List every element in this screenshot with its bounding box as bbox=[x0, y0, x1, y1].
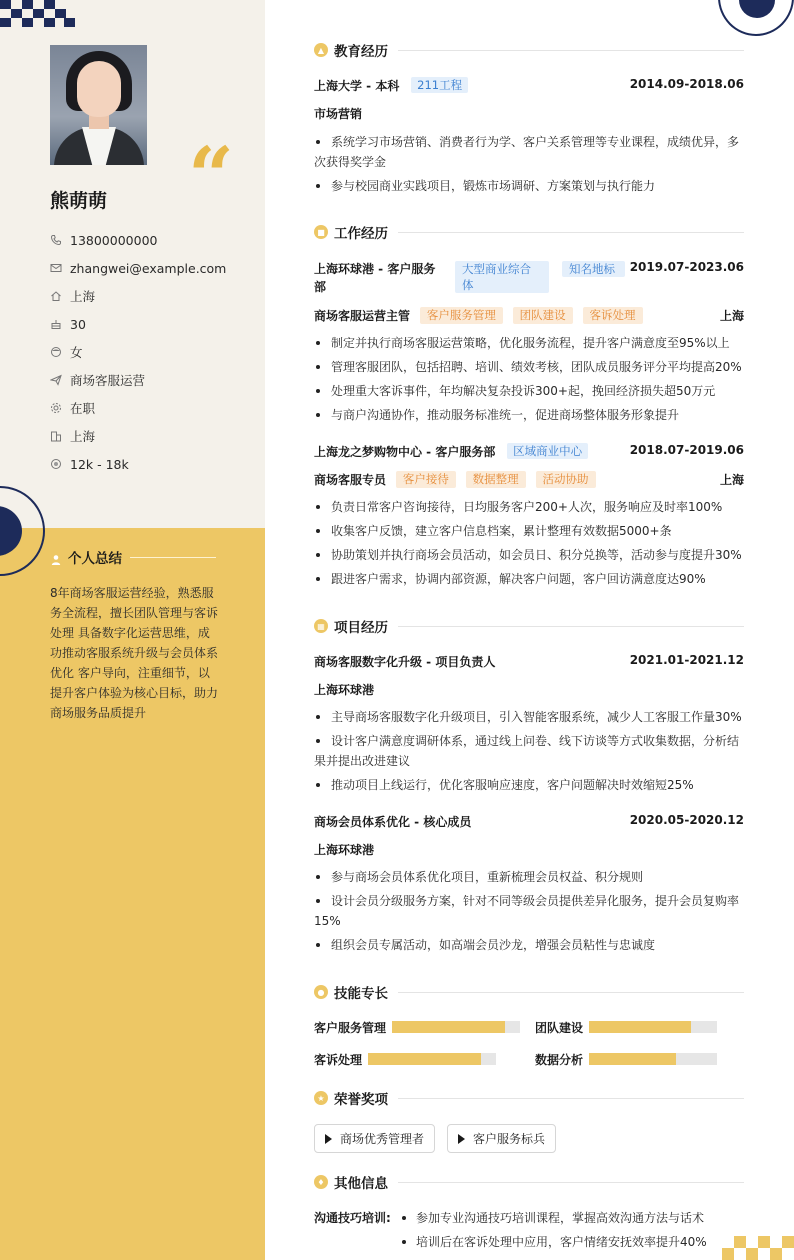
skill-bar bbox=[368, 1053, 496, 1065]
work-title: 工作经历 bbox=[334, 226, 388, 242]
projects-title: 项目经历 bbox=[334, 620, 388, 636]
job-company: 上海环球港 - 客户服务部 bbox=[314, 262, 436, 294]
info-target-city-text: 上海 bbox=[70, 429, 96, 444]
chart-icon: ● bbox=[314, 985, 328, 999]
list-item: 收集客户反馈，建立客户信息档案，累计整理有效数据5000+条 bbox=[314, 521, 744, 541]
skill-bar-fill bbox=[368, 1053, 481, 1065]
skill-tag: 客户接待 bbox=[396, 471, 456, 488]
info-gender bbox=[50, 338, 250, 366]
skill-bar bbox=[589, 1053, 717, 1065]
skill-name: 客诉处理 bbox=[314, 1052, 363, 1067]
job-tag: 大型商业综合体 bbox=[455, 261, 549, 293]
honors-heading bbox=[314, 1088, 744, 1108]
quote-mark-decoration: “ bbox=[188, 129, 229, 223]
gender-icon bbox=[50, 346, 62, 358]
skill-bar-fill bbox=[589, 1021, 691, 1033]
divider bbox=[398, 1098, 744, 1099]
other-label: 沟通技巧培训: bbox=[314, 1211, 391, 1225]
info-location-text: 上海 bbox=[70, 289, 96, 304]
grid-icon: ▦ bbox=[314, 619, 328, 633]
award-name: 客户服务标兵 bbox=[473, 1132, 546, 1146]
divider bbox=[398, 992, 744, 993]
skill-item bbox=[535, 1051, 717, 1067]
divider bbox=[398, 626, 744, 627]
job-bullets bbox=[314, 497, 744, 593]
job-header bbox=[314, 443, 744, 461]
graduation-cap-icon: ▲ bbox=[314, 43, 328, 57]
other-title: 其他信息 bbox=[334, 1176, 388, 1192]
skill-item bbox=[314, 1019, 520, 1035]
school-name: 上海大学 - 本科 bbox=[314, 79, 400, 93]
skill-tag: 活动协助 bbox=[536, 471, 596, 488]
education-title: 教育经历 bbox=[334, 44, 388, 60]
cake-icon bbox=[50, 318, 62, 330]
summary-text: 8年商场客服运营经验，熟悉服务全流程，擅长团队管理与客诉处理 具备数字化运营思维，成功推动客服系统升级与会员体系优化 客户导向，注重细节，以提升客户体验为核心目标，助力商场服务品质提升 bbox=[50, 586, 219, 720]
skill-tag: 客户服务管理 bbox=[420, 307, 503, 324]
list-item: 负责日常客户咨询接待，日均服务客户200+人次，服务响应及时率100% bbox=[314, 497, 744, 517]
skill-name: 客户服务管理 bbox=[314, 1020, 387, 1035]
divider bbox=[398, 232, 744, 233]
list-item: 设计会员分级服务方案，针对不同等级会员提供差异化服务，提升会员复购率15% bbox=[314, 891, 744, 931]
info-salary bbox=[50, 450, 250, 478]
job-tag: 区域商业中心 bbox=[507, 443, 588, 459]
skill-tag: 客诉处理 bbox=[583, 307, 643, 324]
medal-icon: ★ bbox=[314, 1091, 328, 1105]
mail-icon bbox=[50, 262, 62, 274]
info-phone-text: 13800000000 bbox=[70, 232, 158, 248]
job-date: 2019.07-2023.06 bbox=[629, 260, 744, 274]
avatar-photo bbox=[50, 45, 147, 165]
divider bbox=[398, 50, 744, 51]
project-header bbox=[314, 813, 744, 831]
project-date: 2020.05-2020.12 bbox=[629, 813, 744, 827]
job-header bbox=[314, 260, 744, 296]
skill-bar bbox=[392, 1021, 520, 1033]
project-bullets bbox=[314, 867, 744, 959]
skills-heading bbox=[314, 982, 744, 1002]
info-job bbox=[50, 366, 250, 394]
list-item: 组织会员专属活动，如高端会员沙龙，增强会员粘性与忠诚度 bbox=[314, 935, 744, 955]
skill-bar-fill bbox=[392, 1021, 505, 1033]
skill-tag: 团队建设 bbox=[513, 307, 573, 324]
skill-item bbox=[314, 1051, 496, 1067]
job-city: 上海 bbox=[719, 473, 744, 487]
checker-decoration bbox=[0, 0, 80, 28]
info-icon: ♦ bbox=[314, 1175, 328, 1189]
summary-title: 个人总结 bbox=[68, 551, 122, 567]
job-company: 上海龙之梦购物中心 - 客户服务部 bbox=[314, 445, 496, 459]
job-position: 商场客服专员 bbox=[314, 473, 387, 487]
projects-heading bbox=[314, 616, 744, 636]
list-item: 参与商场会员体系优化项目，重新梳理会员权益、积分规则 bbox=[314, 867, 744, 887]
award-item bbox=[447, 1124, 556, 1153]
list-item: 跟进客户需求，协调内部资源，解决客户问题，客户回访满意度达90% bbox=[314, 569, 744, 589]
info-job-text: 商场客服运营 bbox=[70, 373, 146, 388]
project-org: 上海环球港 bbox=[314, 843, 375, 857]
project-org: 上海环球港 bbox=[314, 683, 375, 697]
summary-heading bbox=[50, 547, 216, 567]
list-item: 参与校园商业实践项目，锻炼市场调研、方案策划与执行能力 bbox=[314, 176, 744, 196]
info-location bbox=[50, 282, 250, 310]
education-row bbox=[314, 77, 744, 95]
list-item: 协助策划并执行商场会员活动，如会员日、积分兑换等，活动参与度提升30% bbox=[314, 545, 744, 565]
contact-info-list bbox=[50, 226, 250, 478]
list-item: 与商户沟通协作，推动服务标准统一，促进商场整体服务形象提升 bbox=[314, 405, 744, 425]
job-bullets bbox=[314, 333, 744, 429]
honors-title: 荣誉奖项 bbox=[334, 1092, 388, 1108]
list-item: 管理客服团队，包括招聘、培训、绩效考核，团队成员服务评分平均提高20% bbox=[314, 357, 744, 377]
job-city: 上海 bbox=[719, 309, 744, 323]
skill-tag: 数据整理 bbox=[466, 471, 526, 488]
list-item: 推动项目上线运行，优化客服响应速度，客户问题解决时效缩短25% bbox=[314, 775, 744, 795]
list-item: 参加专业沟通技巧培训课程，掌握高效沟通方法与话术 bbox=[400, 1208, 730, 1228]
info-phone bbox=[50, 226, 250, 254]
skill-bar-fill bbox=[589, 1053, 676, 1065]
sidebar bbox=[0, 0, 265, 1260]
other-bullets bbox=[400, 1208, 730, 1256]
list-item: 系统学习市场营销、消费者行为学、客户关系管理等专业课程，成绩优异，多次获得奖学金 bbox=[314, 132, 744, 172]
divider bbox=[398, 1182, 744, 1183]
info-target-city bbox=[50, 422, 250, 450]
list-item: 培训后在客诉处理中应用，客户情绪安抚效率提升40% bbox=[400, 1232, 730, 1252]
job-date: 2018.07-2019.06 bbox=[629, 443, 744, 457]
school-tag: 211工程 bbox=[411, 77, 468, 93]
divider bbox=[130, 557, 216, 558]
profile-name: 熊萌萌 bbox=[50, 190, 108, 212]
skills-title: 技能专长 bbox=[334, 986, 388, 1002]
job-tag: 知名地标 bbox=[562, 261, 625, 277]
education-date: 2014.09-2018.06 bbox=[629, 77, 744, 91]
project-name: 商场会员体系优化 - 核心成员 bbox=[314, 815, 472, 829]
skill-name: 团队建设 bbox=[535, 1020, 584, 1035]
skill-bar bbox=[589, 1021, 717, 1033]
award-name: 商场优秀管理者 bbox=[340, 1132, 425, 1146]
info-status-text: 在职 bbox=[70, 401, 96, 416]
list-item: 制定并执行商场客服运营策略，优化服务流程，提升客户满意度至95%以上 bbox=[314, 333, 744, 353]
info-age bbox=[50, 310, 250, 338]
education-bullets bbox=[314, 132, 744, 200]
info-status bbox=[50, 394, 250, 422]
send-icon bbox=[50, 374, 62, 386]
project-date: 2021.01-2021.12 bbox=[629, 653, 744, 667]
skill-name: 数据分析 bbox=[535, 1052, 584, 1067]
home-icon bbox=[50, 290, 62, 302]
project-header bbox=[314, 653, 744, 671]
list-item: 主导商场客服数字化升级项目，引入智能客服系统，减少人工客服工作量30% bbox=[314, 707, 744, 727]
building-icon bbox=[50, 430, 62, 442]
play-icon bbox=[325, 1134, 332, 1144]
info-email-text: zhangwei@example.com bbox=[70, 260, 227, 276]
briefcase-icon: ■ bbox=[314, 225, 328, 239]
info-email bbox=[50, 254, 250, 282]
skill-item bbox=[535, 1019, 717, 1035]
work-heading bbox=[314, 222, 744, 242]
job-position-row bbox=[314, 471, 744, 489]
person-icon bbox=[50, 551, 62, 563]
job-position-row bbox=[314, 307, 744, 325]
gear-icon bbox=[50, 402, 62, 414]
list-item: 处理重大客诉事件，年均解决复杂投诉300+起，挽回经济损失超50万元 bbox=[314, 381, 744, 401]
other-heading bbox=[314, 1172, 744, 1192]
info-gender-text: 女 bbox=[70, 345, 83, 360]
project-bullets bbox=[314, 707, 744, 799]
info-age-text: 30 bbox=[70, 316, 86, 332]
award-item bbox=[314, 1124, 435, 1153]
project-name: 商场客服数字化升级 - 项目负责人 bbox=[314, 655, 496, 669]
job-position: 商场客服运营主管 bbox=[314, 309, 411, 323]
play-icon bbox=[458, 1134, 465, 1144]
phone-icon bbox=[50, 234, 62, 246]
education-major: 市场营销 bbox=[314, 107, 363, 121]
coin-icon bbox=[50, 458, 62, 470]
info-salary-text: 12k - 18k bbox=[70, 456, 129, 472]
checker-decoration bbox=[722, 1236, 794, 1260]
education-heading bbox=[314, 40, 744, 60]
list-item: 设计客户满意度调研体系，通过线上问卷、线下访谈等方式收集数据，分析结果并提出改进建议 bbox=[314, 731, 744, 771]
